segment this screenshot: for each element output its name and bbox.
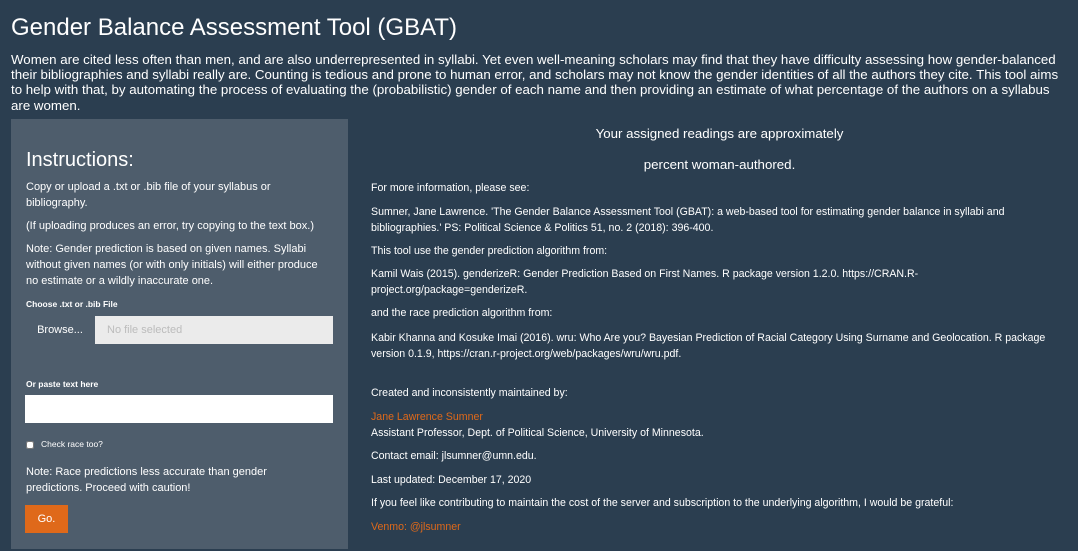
gender-algo-reference: Kamil Wais (2015). genderizeR: Gender Prediction Based on First Names. R package version 1.2.0. https://CRAN.R-project.org/package=genderizeR. (371, 268, 919, 296)
result-line-1: Your assigned readings are approximately (595, 126, 844, 141)
venmo-link[interactable]: Venmo: @jlsumner (371, 521, 461, 533)
paste-label: Or paste text here (26, 379, 99, 389)
intro-paragraph: Women are cited less often than men, and are also underrepresented in syllabi. Yet even well-meaning scholars may find that they have difficulty assessing how gender-balanced their bibliographies and syllabi really are. Counting is tedious and prone to human error, and scholars may not know the gender identities of all the authors they cite. This tool aims to help with that, by automating the process of evaluating the (probabilistic) gender of each name and then providing an estimate of what percentage of the authors on a syllabus are women. (11, 52, 1059, 113)
instructions-heading: Instructions: (26, 149, 134, 171)
check-race-checkbox[interactable] (26, 441, 34, 449)
more-info-text: For more information, please see: (371, 182, 530, 194)
contribute-text: If you feel like contributing to maintain the cost of the server and subscription to the underlying algorithm, I would be grateful: (371, 497, 954, 509)
citation-text: Sumner, Jane Lawrence. 'The Gender Balance Assessment Tool (GBAT): a web-based tool for estimating gender balance in syllabi and bibliographies.' PS: Political Science & Politics 51, no. 2 (2018): 396-400. (371, 206, 1005, 234)
contact-email-text: Contact email: jlsumner@umn.edu. (371, 450, 537, 462)
race-note-text: Note: Race predictions less accurate than gender predictions. Proceed with caution! (26, 466, 267, 494)
paste-text-input[interactable] (25, 395, 333, 423)
copy-upload-text: Copy or upload a .txt or .bib file of your syllabus or bibliography. (26, 181, 271, 209)
file-name-field[interactable]: No file selected (95, 316, 333, 344)
maintained-by-text: Created and inconsistently maintained by: (371, 387, 568, 399)
browse-button[interactable]: Browse... (25, 316, 95, 344)
race-algo-reference: Kabir Khanna and Kosuke Imai (2016). wru: Who Are you? Bayesian Prediction of Racial Category Using Surname and Geolocation. R package version 0.1.9, https://cran.r-project.org/web/packages/wru/wru.pdf. (371, 332, 1046, 360)
upload-error-text: (If uploading produces an error, try copying to the text box.) (26, 220, 314, 232)
instructions-panel (11, 119, 348, 549)
author-title-text: Assistant Professor, Dept. of Political Science, University of Minnesota. (371, 427, 704, 439)
gender-note-text: Note: Gender prediction is based on given names. Syllabi without given names (or with only initials) will either produce no estimate or a wildly inaccurate one. (26, 243, 318, 287)
race-algo-intro: and the race prediction algorithm from: (371, 307, 553, 319)
last-updated-text: Last updated: December 17, 2020 (371, 474, 532, 486)
author-link[interactable]: Jane Lawrence Sumner (371, 411, 483, 423)
go-button[interactable]: Go. (25, 505, 68, 533)
result-line-2: percent woman-authored. (643, 157, 796, 172)
file-label: Choose .txt or .bib File (26, 299, 118, 309)
check-race-label: Check race too? (41, 439, 103, 449)
page-title: Gender Balance Assessment Tool (GBAT) (11, 14, 457, 41)
gender-algo-intro: This tool use the gender prediction algorithm from: (371, 245, 608, 257)
